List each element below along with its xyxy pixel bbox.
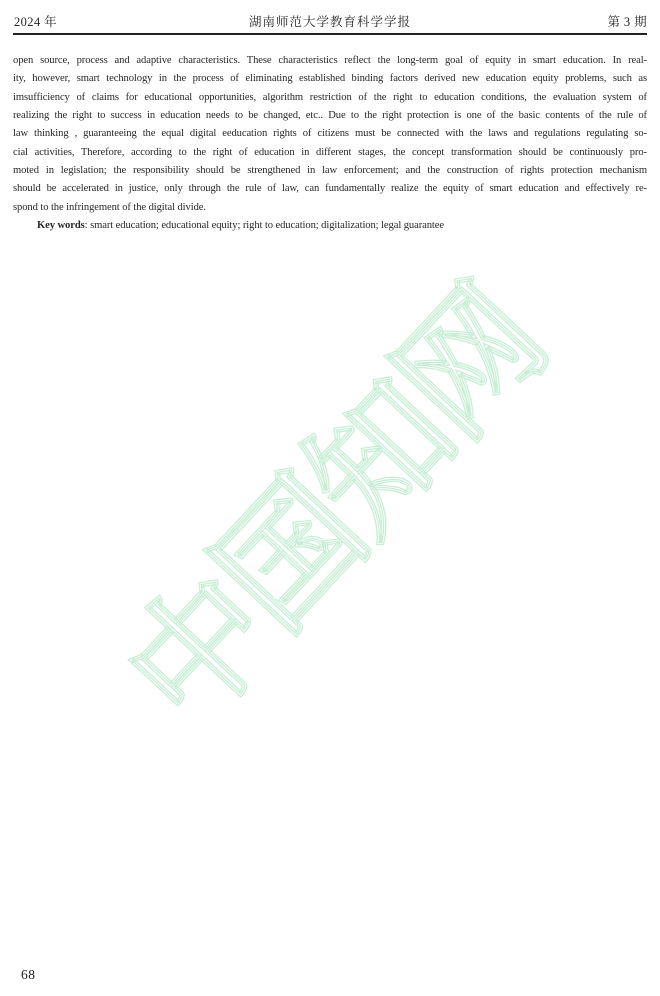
issue-number: 第 3 期	[607, 15, 647, 29]
header-rule	[13, 33, 647, 35]
abstract-line: realizing the right to success in education needs to be changed, etc.. Due to the right protection is one of the basic contents of the rule of	[13, 110, 647, 122]
journal-title: 湖南师范大学教育科学学报	[248, 15, 411, 29]
keywords-label: Key words	[37, 220, 85, 232]
page-number: 68	[21, 967, 36, 982]
keywords-separator: :	[84, 220, 91, 232]
abstract-line: law thinking , guaranteeing the equal digital eeducation rights of citizens must be connected with the laws and regulations regulating so-	[13, 128, 647, 140]
keywords-line	[13, 217, 647, 235]
cnki-watermark: 中国知网	[95, 259, 574, 756]
page-header	[13, 10, 647, 30]
abstract-line: open source, process and adaptive characteristics. These characteristics reflect the long-term goal of equity in smart education. In real-	[13, 55, 647, 66]
header-year: 2024 年	[14, 15, 58, 29]
abstract-text-block	[13, 52, 647, 235]
abstract-line: should be accelerated in justice, only through the rule of law, can fundamentally realize the equity of smart education and effectively re-	[13, 183, 647, 195]
abstract-line: ity, however, smart technology in the process of eliminating established binding factors derived new education equity problems, such as	[13, 73, 647, 85]
keywords-text: smart education; educational equity; right to education; digitalization; legal guarantee	[90, 220, 444, 232]
abstract-line: imsufficiency of claims for educational opportunities, algorithm restriction of the right to education conditions, the evaluation system of	[13, 91, 647, 103]
abstract-line: spond to the infringement of the digital divide.	[13, 201, 206, 213]
abstract-line: cial activities, Therefore, according to the right of education in different stages, the concept transformation should be continuously pro-	[13, 146, 647, 158]
abstract-line: moted in legislation; the responsibility should be strengthened in law enforcement; and the construction of rights protection mechanism	[13, 165, 647, 177]
